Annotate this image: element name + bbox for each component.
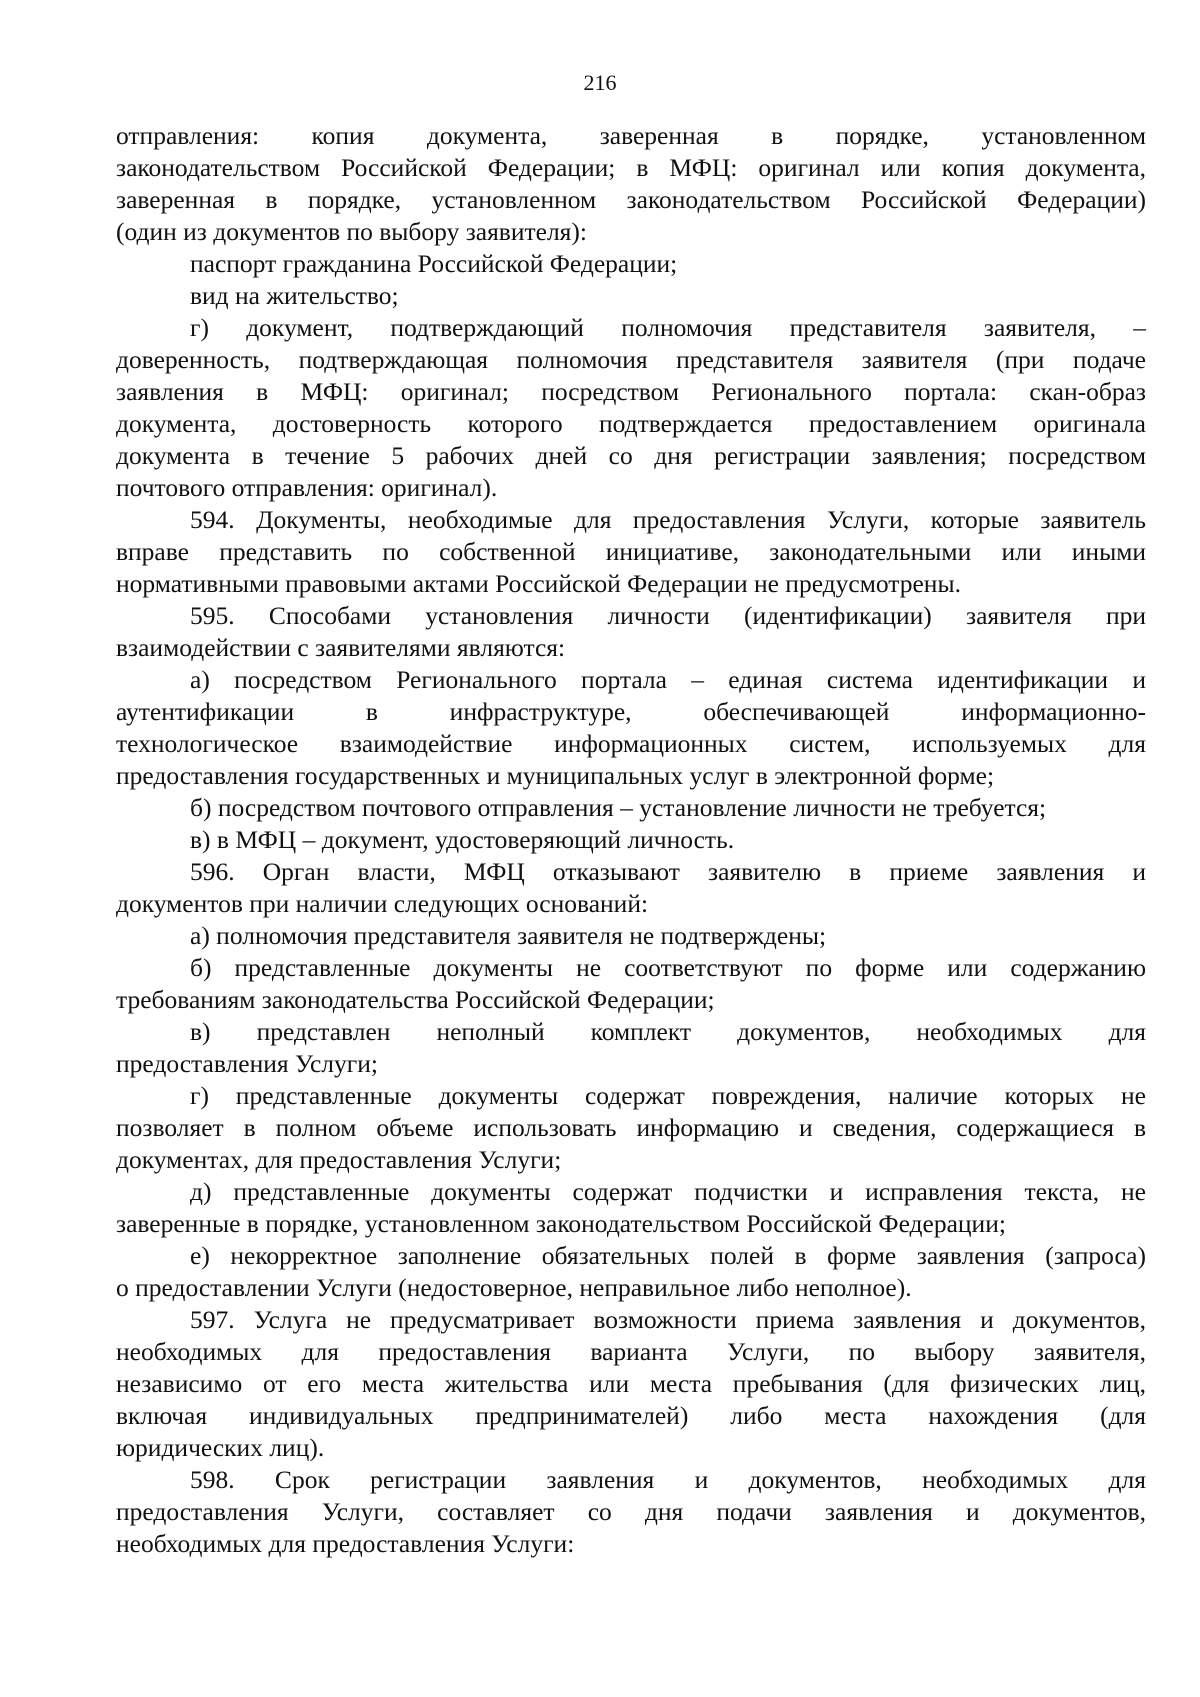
text-line: паспорт гражданина Российской Федерации;	[190, 249, 678, 278]
text-line: предоставления государственных и муниципальных услуг в электронной форме;	[116, 761, 995, 790]
text-line: предоставления Услуги, составляет со дня подачи заявления и документов,	[116, 1497, 1146, 1526]
text-line: юридических лиц).	[116, 1433, 325, 1462]
text-line: аутентификации в инфраструктуре, обеспечивающей информационно-	[116, 697, 1146, 726]
text-line: в) представлен неполный комплект документов, необходимых для	[190, 1017, 1146, 1046]
text-line: нормативными правовыми актами Российской Федерации не предусмотрены.	[116, 569, 961, 598]
text-line: взаимодействии с заявителями являются:	[116, 633, 566, 662]
text-line: вправе представить по собственной инициативе, законодательными или иными	[116, 537, 1146, 566]
text-line: документа в течение 5 рабочих дней со дня регистрации заявления; посредством	[116, 441, 1146, 470]
text-line: вид на жительство;	[190, 281, 399, 310]
text-line: необходимых для предоставления Услуги:	[116, 1529, 575, 1558]
text-line: документа, достоверность которого подтверждается предоставлением оригинала	[116, 409, 1146, 438]
text-line: г) представленные документы содержат повреждения, наличие которых не	[190, 1081, 1146, 1110]
text-line: 596. Орган власти, МФЦ отказывают заявителю в приеме заявления и	[190, 857, 1146, 886]
text-line: в) в МФЦ – документ, удостоверяющий личность.	[190, 825, 735, 854]
text-line: заверенная в порядке, установленном законодательством Российской Федерации)	[116, 185, 1146, 214]
text-line: доверенность, подтверждающая полномочия представителя заявителя (при подаче	[116, 345, 1146, 374]
text-line: позволяет в полном объеме использовать информацию и сведения, содержащиеся в	[116, 1113, 1146, 1142]
text-line: документах, для предоставления Услуги;	[116, 1145, 562, 1174]
text-line: д) представленные документы содержат подчистки и исправления текста, не	[190, 1177, 1146, 1206]
text-line: 594. Документы, необходимые для предоставления Услуги, которые заявитель	[190, 505, 1146, 534]
text-line: заверенные в порядке, установленном законодательством Российской Федерации;	[116, 1209, 1006, 1238]
text-line: заявления в МФЦ: оригинал; посредством Регионального портала: скан-образ	[116, 377, 1146, 406]
text-line: 595. Способами установления личности (идентификации) заявителя при	[190, 601, 1146, 630]
text-line: а) посредством Регионального портала – единая система идентификации и	[190, 665, 1146, 694]
text-line: е) некорректное заполнение обязательных полей в форме заявления (запроса)	[190, 1241, 1146, 1270]
text-line: независимо от его места жительства или места пребывания (для физических лиц,	[116, 1369, 1146, 1398]
text-line: включая индивидуальных предпринимателей) либо места нахождения (для	[116, 1401, 1146, 1430]
text-line: о предоставлении Услуги (недостоверное, неправильное либо неполное).	[116, 1273, 912, 1302]
text-line: документов при наличии следующих оснований:	[116, 889, 649, 918]
text-line: 597. Услуга не предусматривает возможности приема заявления и документов,	[190, 1305, 1146, 1334]
text-line: а) полномочия представителя заявителя не подтверждены;	[190, 921, 827, 950]
text-line: законодательством Российской Федерации; в МФЦ: оригинал или копия документа,	[116, 153, 1146, 182]
text-line: необходимых для предоставления варианта Услуги, по выбору заявителя,	[116, 1337, 1146, 1366]
document-body	[116, 120, 1146, 1560]
page-number: 216	[583, 70, 617, 95]
text-line: б) представленные документы не соответствуют по форме или содержанию	[190, 953, 1146, 982]
text-line: (один из документов по выбору заявителя):	[116, 217, 587, 246]
text-line: б) посредством почтового отправления – установление личности не требуется;	[190, 793, 1047, 822]
text-line: технологическое взаимодействие информационных систем, используемых для	[116, 729, 1146, 758]
text-line: 598. Срок регистрации заявления и документов, необходимых для	[190, 1465, 1146, 1494]
text-line: предоставления Услуги;	[116, 1049, 378, 1078]
text-line: требованиям законодательства Российской Федерации;	[116, 985, 715, 1014]
text-line: почтового отправления: оригинал).	[116, 473, 498, 502]
text-line: отправления: копия документа, заверенная в порядке, установленном	[116, 121, 1146, 150]
text-line: г) документ, подтверждающий полномочия представителя заявителя, –	[190, 313, 1146, 342]
